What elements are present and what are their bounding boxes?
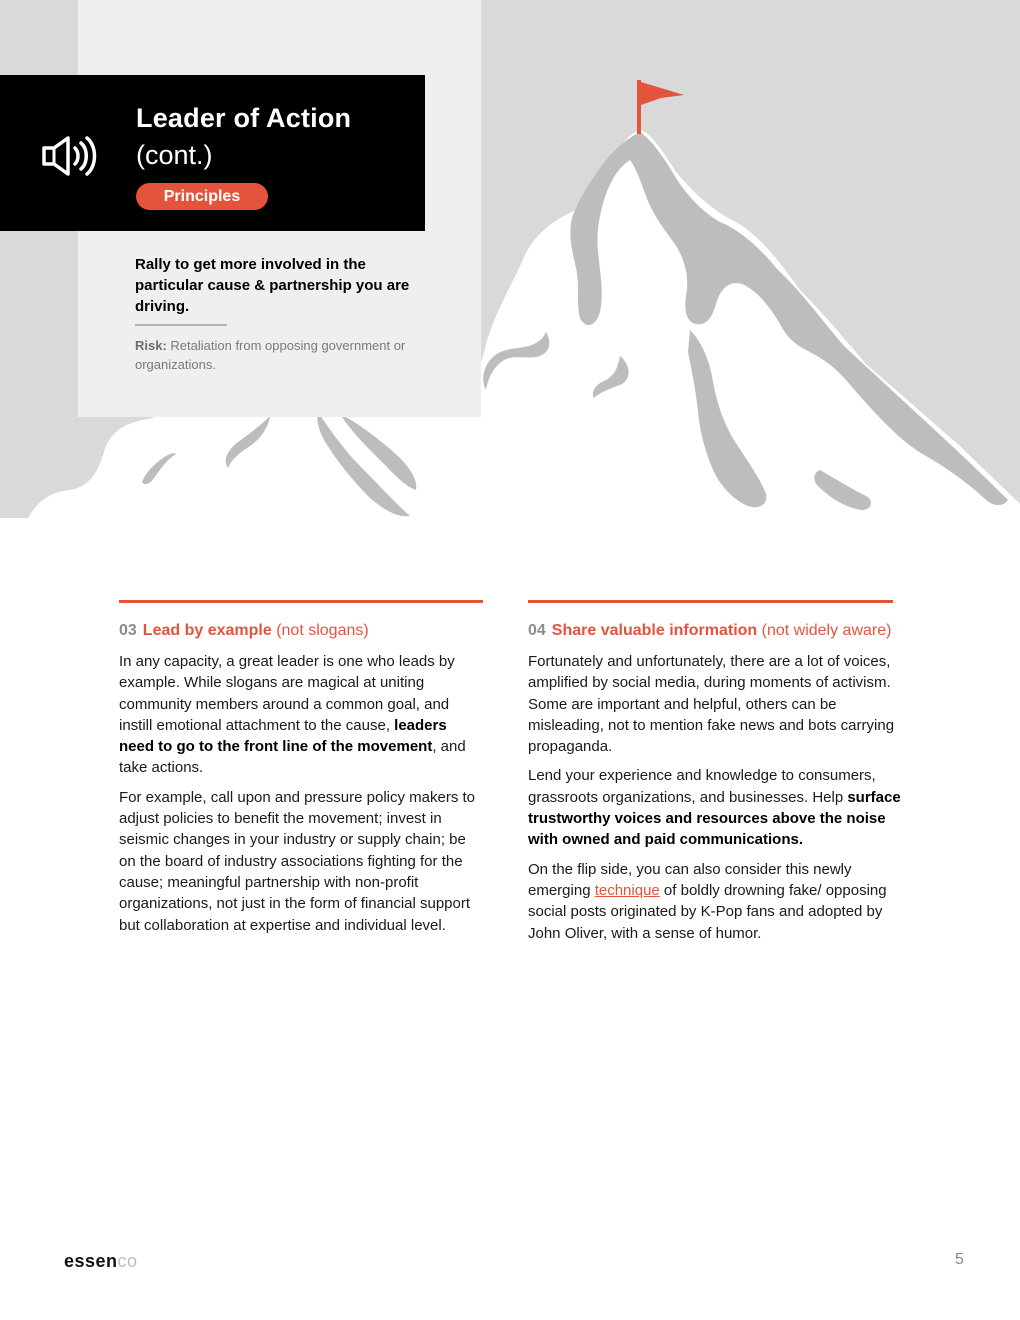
section-04 xyxy=(528,600,908,952)
page-number: 5 xyxy=(955,1251,964,1268)
logo-light-part: co xyxy=(117,1251,138,1271)
section-04-heading xyxy=(528,620,908,642)
risk-label: Risk: xyxy=(135,338,167,353)
section-04-paragraph-3 xyxy=(528,859,908,944)
section-03-number: 03 xyxy=(119,622,137,639)
section-04-paragraph-2 xyxy=(528,765,908,850)
page-subtitle: (cont.) xyxy=(136,140,213,170)
section-04-paragraph-1: Fortunately and unfortunately, there are a lot of voices, amplified by social media, during moments of activism. Some are important and helpful, others can be misleading, not to mention fake news and bots carrying propaganda. xyxy=(528,653,895,756)
risk-note xyxy=(135,336,445,374)
section-03-title: Lead by example xyxy=(142,622,272,639)
technique-link[interactable]: technique xyxy=(594,881,660,899)
section-03-rule xyxy=(119,600,483,603)
logo-dark-part: essen xyxy=(64,1251,118,1271)
section-03-title-suffix: (not slogans) xyxy=(271,622,369,639)
section-03 xyxy=(119,600,483,944)
section-04-p2-bold: surface trustworthy voices and resources above the noise with owned and paid communications. xyxy=(528,788,901,849)
section-04-rule xyxy=(528,600,893,603)
section-04-p3-text: On the flip side, you can also consider this newly emerging xyxy=(528,860,852,899)
section-04-title-suffix: (not widely aware) xyxy=(757,622,892,639)
page-title: Leader of Action xyxy=(136,103,352,133)
section-04-p2-text: Lend your experience and knowledge to consumers, grassroots organizations, and businesses. Help xyxy=(528,767,876,806)
section-03-paragraph-2: For example, call upon and pressure policy makers to adjust policies to benefit the movement; invest in seismic changes in your industry or supply chain; be on the board of industry associations fighting for the cause; meaningful partnership with non-profit organizations, not just in the form of financial support but collaboration at expertise and individual level. xyxy=(119,788,476,934)
section-03-p1-end: , and take actions. xyxy=(119,738,466,777)
section-04-number: 04 xyxy=(528,622,546,639)
section-03-paragraph-1 xyxy=(119,651,483,779)
essence-logo xyxy=(64,1251,138,1272)
section-04-title: Share valuable information xyxy=(551,622,758,639)
section-03-heading xyxy=(119,620,483,642)
principles-badge: Principles xyxy=(136,183,268,210)
section-03-p1-text: In any capacity, a great leader is one who leads by example. While slogans are magical at uniting community members around a common goal, and instill emotional attachment to the cause, xyxy=(119,653,455,734)
section-03-p1-bold: leaders need to go to the front line of the movement xyxy=(119,716,447,756)
speaker-icon xyxy=(40,134,100,178)
callout-text: Rally to get more involved in the particular cause & partnership you are driving. xyxy=(135,256,410,315)
callout-divider xyxy=(135,324,227,326)
section-04-p3-end: of boldly drowning fake/ opposing social posts originated by K-Pop fans and adopted by John Oliver, with a sense of humor. xyxy=(528,881,887,942)
risk-text: Retaliation from opposing government or organizations. xyxy=(135,338,406,372)
